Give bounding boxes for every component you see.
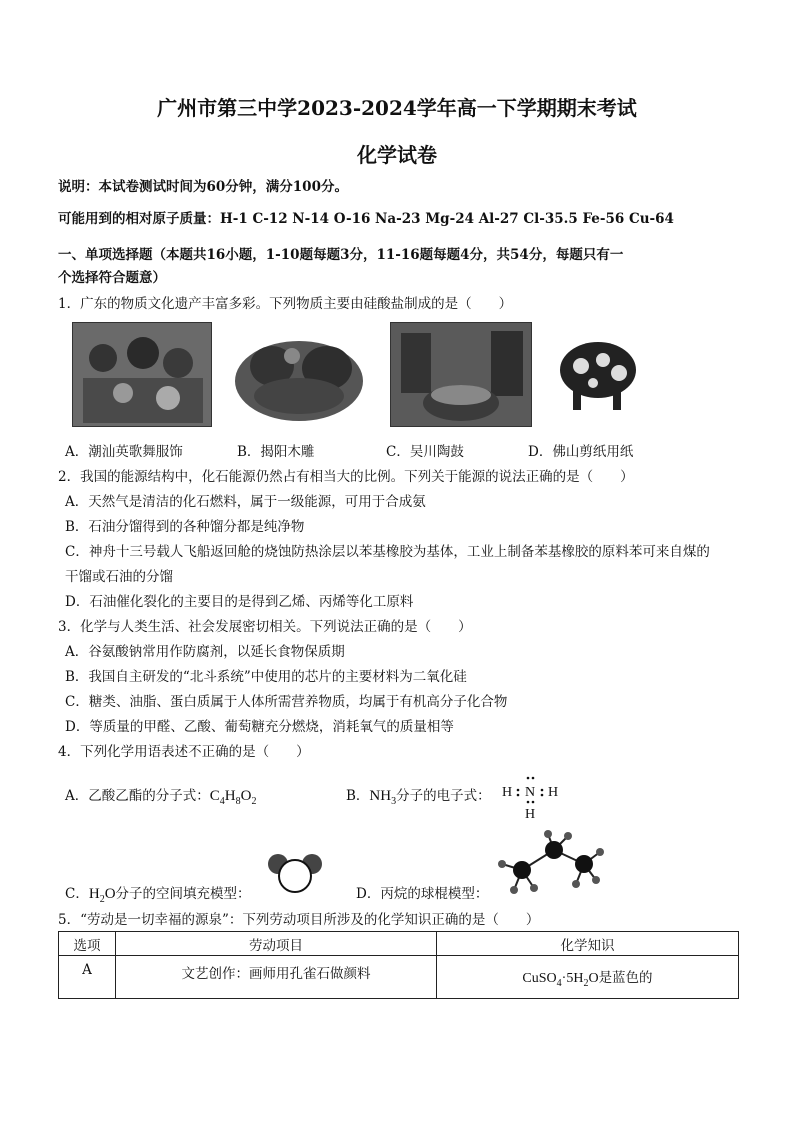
paper-cut-pig-photo (553, 328, 643, 418)
q3-option-d[interactable]: D．等质量的甲醛、乙酸、葡萄糖充分燃烧，消耗氧气的质量相等 (65, 719, 454, 735)
q4-option-b[interactable]: B．$NH_3$分子的电子式： (346, 788, 491, 807)
q3-stem: 3．化学与人类生活、社会发展密切相关。下列说法正确的是（ ） (58, 619, 472, 635)
q4-option-c[interactable]: C．$H_2O$分子的空间填充模型： (65, 886, 251, 905)
section-heading-cont: 个选择符合题意） (58, 270, 166, 286)
q4-option-d[interactable]: D．丙烷的球棍模型： (356, 886, 489, 902)
q2-option-d[interactable]: D．石油催化裂化的主要目的是得到乙烯、丙烯等化工原料 (65, 594, 414, 610)
dance-costume-photo (72, 322, 212, 427)
nh3-electron-formula (500, 772, 570, 820)
q1-stem: 1．广东的物质文化遗产丰富多彩。下列物质主要由硅酸盐制成的是（ ） (58, 296, 513, 312)
q3-option-a[interactable]: A．谷氨酸钠常用作防腐剂，以延长食物保质期 (65, 644, 345, 660)
svg-text:H: H (502, 785, 513, 800)
svg-text:N: N (525, 785, 536, 800)
pottery-drum-image (391, 323, 531, 426)
q4-option-a[interactable]: A．乙酸乙酯的分子式：$C_4H_8O_2$ (65, 788, 257, 807)
q5-stem: 5．“劳动是一切幸福的源泉”：下列劳动项目所涉及的化学知识正确的是（ ） (58, 912, 540, 928)
q1-option-c[interactable]: C．吴川陶鼓 (386, 444, 464, 460)
electron-dot-diagram (500, 772, 570, 820)
pottery-drum-photo (390, 322, 532, 427)
paper-cut-image (553, 328, 643, 418)
q4-stem: 4．下列化学用语表述不正确的是（ ） (58, 744, 310, 760)
h2o-space-filling-model (266, 852, 326, 894)
table-header-project: 劳动项目 (116, 932, 437, 956)
q2-stem: 2．我国的能源结构中，化石能源仍然占有相当大的比例。下列关于能源的说法正确的是（ ） (58, 469, 634, 485)
wood-carving-image (232, 326, 366, 425)
q3-option-c[interactable]: C．糖类、油脂、蛋白质属于人体所需营养物质，均属于有机高分子化合物 (65, 694, 508, 710)
table-header-knowledge: 化学知识 (437, 932, 739, 956)
q1-option-a[interactable]: A．潮汕英歌舞服饰 (65, 444, 183, 460)
instructions: 说明：本试卷测试时间为60分钟，满分100分。 (58, 179, 348, 195)
q2-option-c[interactable]: C．神舟十三号载人飞船返回舱的烧蚀防热涂层以苯基橡胶为基体，工业上制备苯基橡胶的原料苯可来自煤的 (65, 544, 710, 560)
q2-option-a[interactable]: A．天然气是清洁的化石燃料，属于一级能源，可用于合成氨 (65, 494, 426, 510)
table-header-option: 选项 (59, 932, 116, 956)
exam-subtitle: 化学试卷 (357, 143, 437, 167)
q2-option-b[interactable]: B．石油分馏得到的各种馏分都是纯净物 (65, 519, 305, 535)
q1-option-b[interactable]: B．揭阳木雕 (237, 444, 315, 460)
propane-ball-stick-model (492, 828, 610, 898)
table-row (59, 956, 739, 999)
exam-title: 广州市第三中学2023-2024学年高一下学期期末考试 (157, 96, 637, 120)
water-molecule-diagram (266, 852, 326, 894)
q3-option-b[interactable]: B．我国自主研发的“北斗系统”中使用的芯片的主要材料为二氧化硅 (65, 669, 467, 685)
row-project: 文艺创作：画师用孔雀石做颜料 (116, 956, 437, 999)
row-knowledge: $CuSO_4\cdot 5H_2O$是蓝色的 (437, 956, 739, 999)
propane-diagram (492, 828, 610, 898)
wood-carving-photo (232, 326, 366, 425)
svg-text:H: H (548, 785, 559, 800)
section-heading: 一、单项选择题（本题共16小题，1-10题每题3分，11-16题每题4分，共54分，每题只有一 (58, 247, 624, 263)
svg-text:H: H (525, 807, 536, 820)
row-option: A (59, 956, 116, 999)
atomic-masses: 可能用到的相对原子质量：H-1 C-12 N-14 O-16 Na-23 Mg-24 Al-27 Cl-35.5 Fe-56 Cu-64 (58, 211, 674, 227)
q1-option-d[interactable]: D．佛山剪纸用纸 (528, 444, 634, 460)
q5-table (58, 931, 739, 999)
dance-costume-image (73, 323, 211, 426)
q2-option-c-cont: 干馏或石油的分馏 (65, 569, 173, 585)
